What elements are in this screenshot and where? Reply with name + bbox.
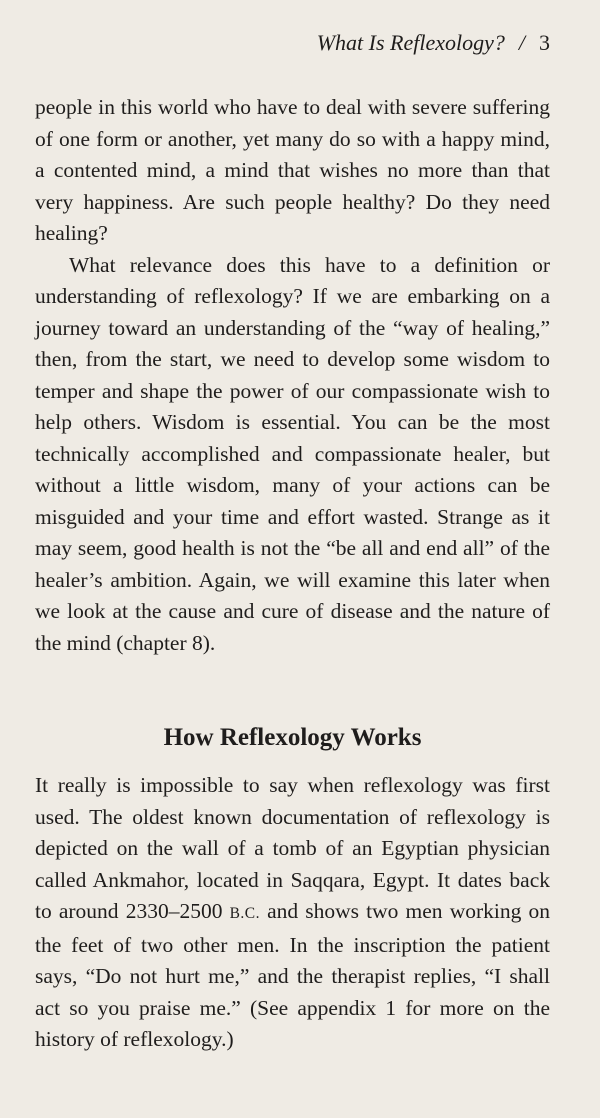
section-heading: How Reflexology Works	[163, 724, 422, 751]
section-paragraph-part1: It really is impossible to say when reflexology was first used. The oldest known documentation of reflexology is depicted on the wall of a tomb of an Egyptian physician called Ankmahor, located in Saqqara, Egypt. It dates back to around 2330–2500	[35, 773, 550, 923]
running-header	[317, 30, 550, 56]
body-text	[35, 92, 550, 659]
header-separator: /	[518, 30, 525, 55]
section-paragraph-part2: and shows two men working on the feet of two other men. In the inscription the patient says, “Do not hurt me,” and the therapist replies, “I shall act so you praise me.” (See appendix 1 for more on the history of reflexology.)	[35, 899, 550, 1051]
paragraph-2: What relevance does this have to a definition or understanding of reflexology? If we are embarking on a journey toward an understanding of the “way of healing,” then, from the start, we need to develop some wisdom to temper and shape the power of our compassionate wish to help others. Wisdom is essential. You can be the most technically accomplished and compassionate healer, but without a little wisdom, many of your actions can be misguided and your time and effort wasted. Strange as it may seem, good health is not the “be all and end all” of the healer’s ambition. Again, we will examine this later when we look at the cause and cure of disease and the nature of the mind (chapter 8).	[35, 252, 550, 655]
era-abbreviation: B.C.	[229, 905, 260, 922]
paragraph-1: people in this world who have to deal with severe suffering of one form or another, yet many do so with a happy mind, a contented mind, a mind that wishes no more than that very happiness. Are such people healthy? Do they need healing?	[35, 95, 550, 245]
section-body-text	[35, 770, 550, 1056]
page-number: 3	[539, 30, 550, 55]
section-paragraph	[35, 770, 550, 1056]
running-title: What Is Reflexology?	[316, 30, 505, 55]
